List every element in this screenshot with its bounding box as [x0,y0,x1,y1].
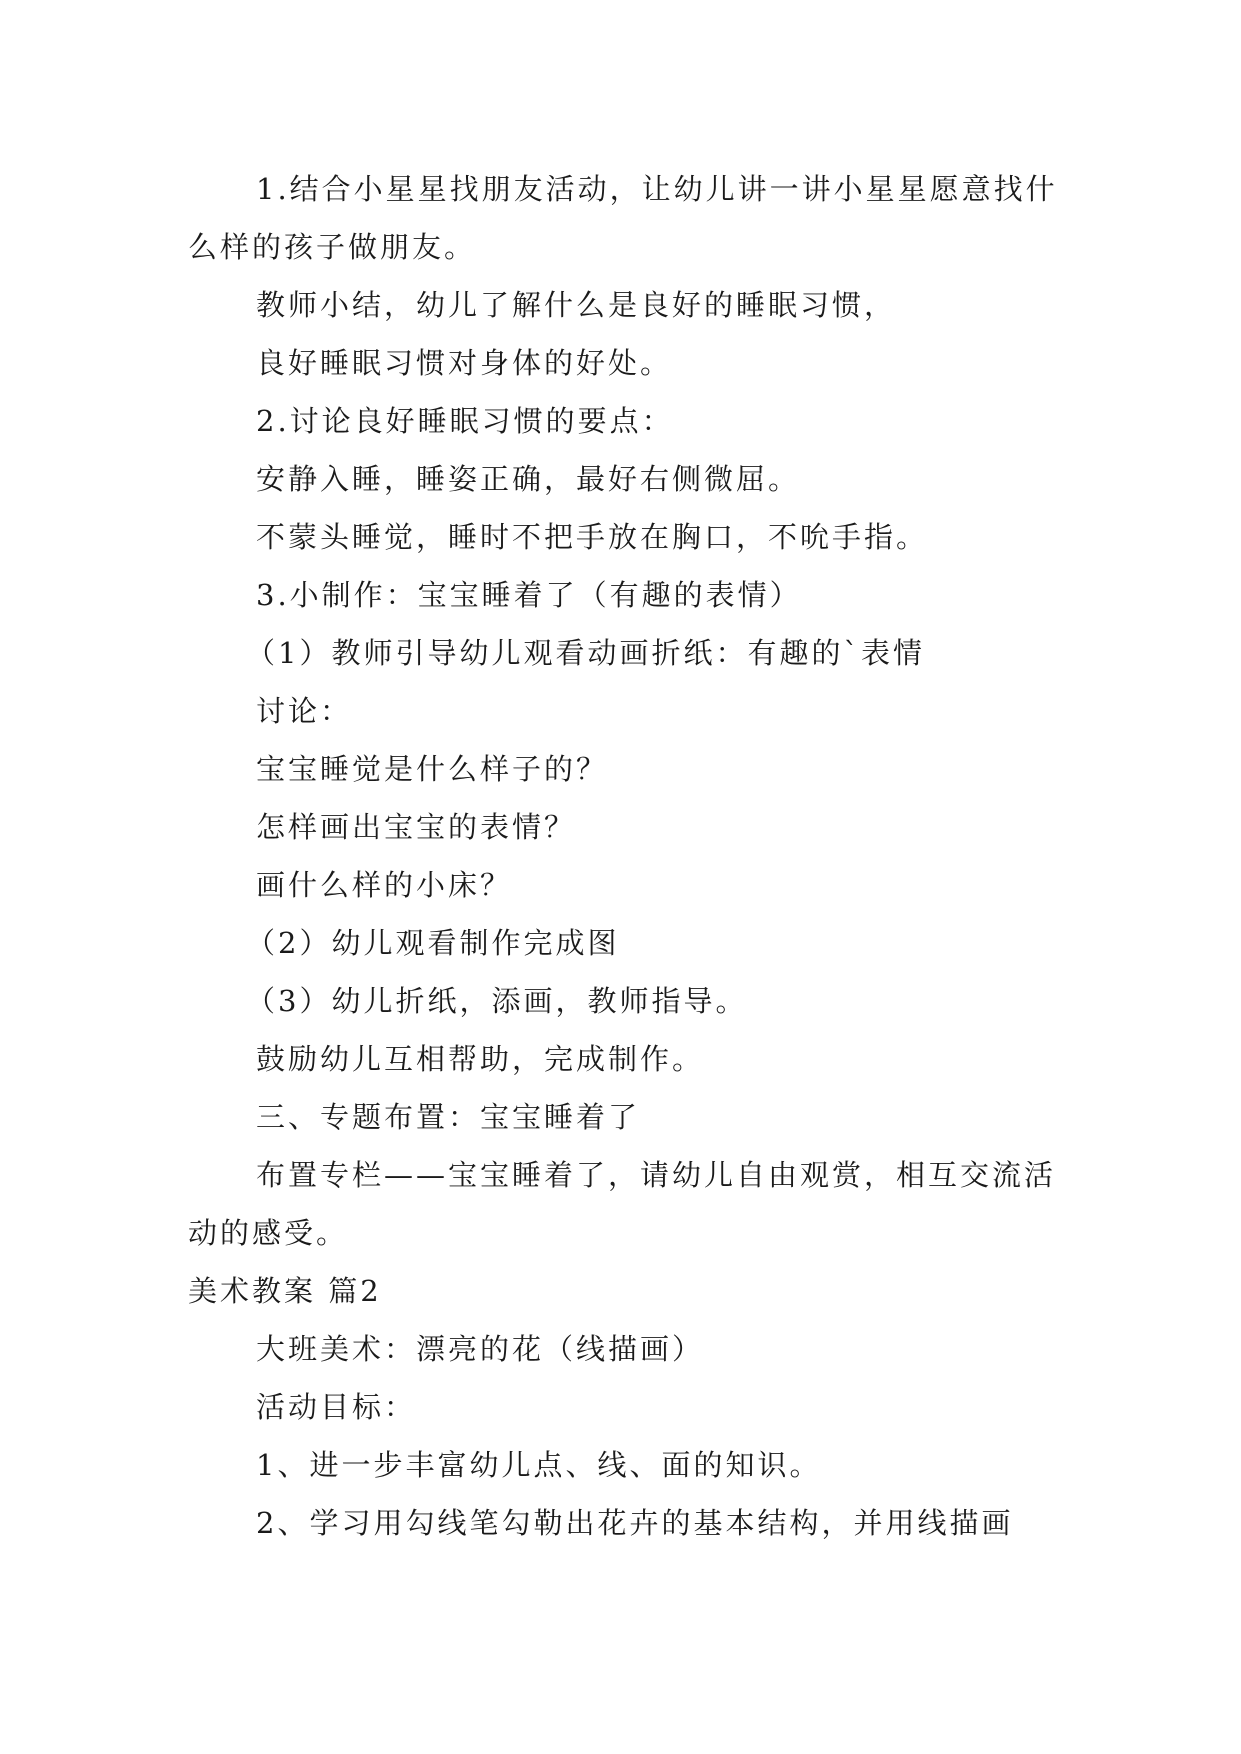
paragraph: 讨论： [256,694,353,728]
paragraph: 2.讨论良好睡眠习惯的要点： [256,404,674,438]
paragraph: 教师小结，幼儿了解什么是良好的睡眠习惯， [256,288,897,322]
paragraph: （1）教师引导幼儿观看动画折纸：有趣的`表情 [246,636,925,670]
paragraph: 大班美术：漂亮的花（线描画） [256,1332,705,1366]
paragraph: 良好睡眠习惯对身体的好处。 [256,346,673,380]
paragraph: 怎样画出宝宝的表情？ [256,810,577,844]
paragraph: （3）幼儿折纸，添画，教师指导。 [246,984,748,1018]
paragraph: 三、专题布置：宝宝睡着了 [256,1100,641,1134]
paragraph: 安静入睡，睡姿正确，最好右侧微屈。 [256,462,801,496]
paragraph: 活动目标： [256,1390,417,1424]
paragraph: （2）幼儿观看制作完成图 [246,926,620,960]
paragraph: 鼓励幼儿互相帮助，完成制作。 [256,1042,705,1076]
section-heading: 美术教案 篇2 [188,1274,382,1308]
paragraph: 宝宝睡觉是什么样子的？ [256,752,609,786]
paragraph: 2、学习用勾线笔勾勒出花卉的基本结构，并用线描画 [256,1506,1014,1540]
paragraph: 不蒙头睡觉，睡时不把手放在胸口，不吮手指。 [256,520,929,554]
paragraph: 画什么样的小床？ [256,868,513,902]
paragraph: 1、进一步丰富幼儿点、线、面的知识。 [256,1448,822,1482]
paragraph: 3.小制作：宝宝睡着了（有趣的表情） [256,578,802,612]
document-body [188,160,1058,1552]
paragraph: 1.结合小星星找朋友活动，让幼儿讲一讲小星星愿意找什么样的孩子做朋友。 [188,172,1058,264]
paragraph: 布置专栏——宝宝睡着了，请幼儿自由观赏，相互交流活动的感受。 [188,1158,1057,1250]
